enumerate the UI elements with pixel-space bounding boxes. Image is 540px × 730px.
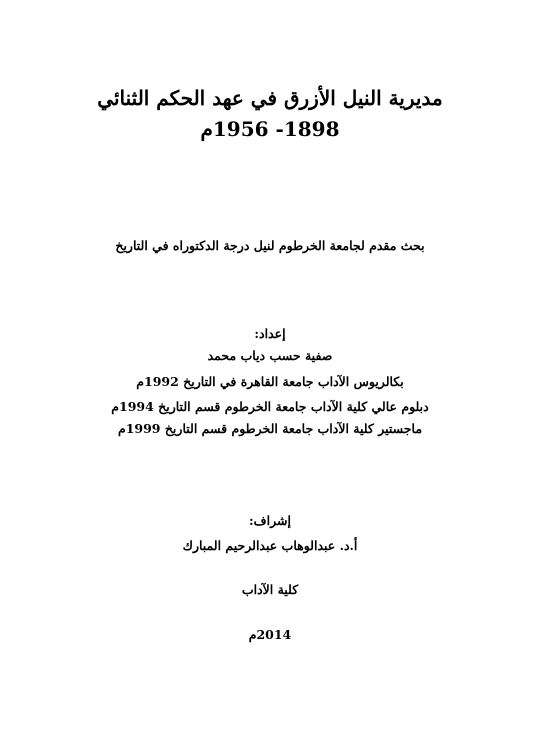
submission-year: 2014م (248, 627, 292, 642)
author-name: صفية حسب دياب محمد (207, 348, 333, 363)
author-degree-master: ماجستير كلية الآداب جامعة الخرطوم قسم التاريخ 1999م (117, 421, 423, 436)
thesis-title: مديرية النيل الأزرق في عهد الحكم الثنائي (97, 86, 443, 110)
author-degree-bachelor: بكالريوس الآداب جامعة القاهرة في التاريخ 1992م (136, 374, 404, 389)
supervisor-name: أ.د. عبدالوهاب عبدالرحيم المبارك (182, 538, 358, 553)
faculty-name: كلية الآداب (241, 582, 299, 597)
thesis-subtitle: بحث مقدم لجامعة الخرطوم لنيل درجة الدكتوراه في التاريخ (115, 238, 425, 253)
author-degree-diploma: دبلوم عالي كلية الآداب جامعة الخرطوم قسم التاريخ 1994م (111, 399, 429, 414)
thesis-period: 1898- 1956م (200, 117, 340, 141)
supervision-label: إشراف: (249, 513, 291, 528)
prepared-by-label: إعداد: (254, 326, 286, 341)
